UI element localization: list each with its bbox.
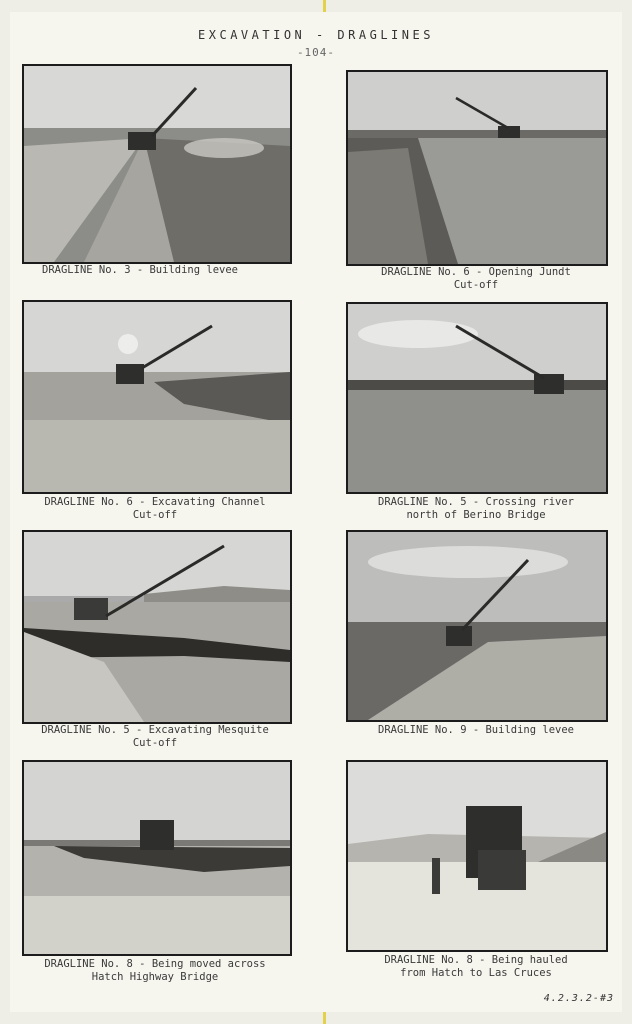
photo-dragline-5-crossing bbox=[346, 302, 608, 494]
photo-dragline-8-hauled bbox=[346, 760, 608, 952]
caption-3: DRAGLINE No. 6 - Excavating Channel Cut-off bbox=[44, 496, 266, 521]
page-number: -104- bbox=[296, 46, 336, 59]
caption-7: DRAGLINE No. 8 - Being moved across Hatch Highway Bridge bbox=[44, 958, 266, 983]
reference-number: 4.2.3.2-#3 bbox=[543, 993, 614, 1004]
photo-dragline-8-bridge bbox=[22, 760, 292, 956]
binder-mark-bottom bbox=[323, 1012, 326, 1024]
caption-4: DRAGLINE No. 5 - Crossing river north of Berino Bridge bbox=[378, 496, 574, 521]
photo-dragline-3-levee bbox=[22, 64, 292, 264]
caption-8: DRAGLINE No. 8 - Being hauled from Hatch to Las Cruces bbox=[384, 954, 568, 979]
caption-1: DRAGLINE No. 3 - Building levee bbox=[42, 264, 238, 276]
photo-dragline-5-mesquite bbox=[22, 530, 292, 724]
binder-mark-top bbox=[323, 0, 326, 12]
page-title: EXCAVATION - DRAGLINES bbox=[198, 28, 434, 42]
photo-dragline-6-jundt bbox=[346, 70, 608, 266]
photo-dragline-6-channel bbox=[22, 300, 292, 494]
caption-5: DRAGLINE No. 5 - Excavating Mesquite Cut-off bbox=[41, 724, 269, 749]
caption-6: DRAGLINE No. 9 - Building levee bbox=[378, 724, 574, 736]
photo-dragline-9-levee bbox=[346, 530, 608, 722]
caption-2: DRAGLINE No. 6 - Opening Jundt Cut-off bbox=[381, 266, 571, 291]
